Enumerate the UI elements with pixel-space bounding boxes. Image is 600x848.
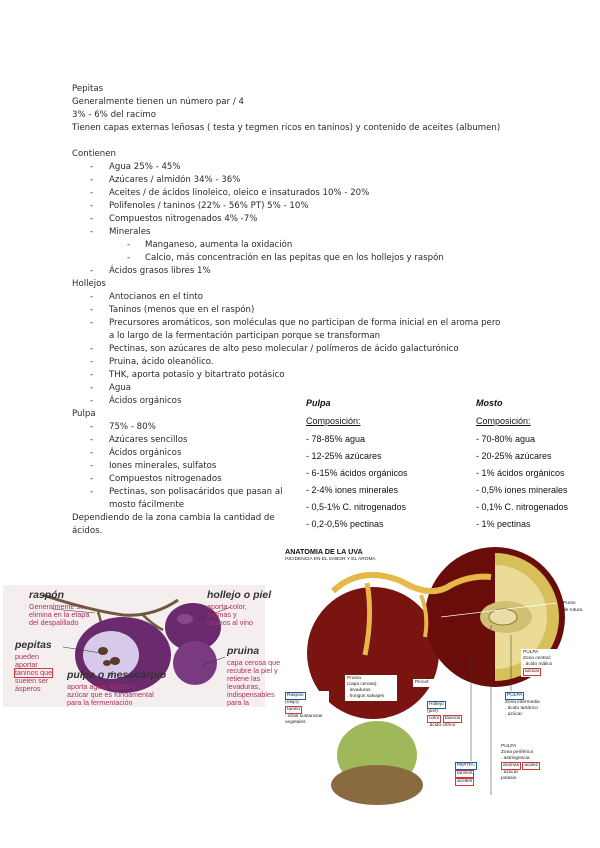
hollejos-item: Agua [109, 383, 132, 393]
comparison-mosto-title: Mosto [476, 398, 503, 408]
hollejos-item-continuation: a lo largo de la fermentación participan porque se transforman [109, 331, 381, 341]
pulpa-footer: ácidos. [72, 526, 103, 536]
hollejo-box-line: (piel): [427, 709, 439, 714]
pruina-box-line: . levaduras [347, 688, 371, 693]
pulpa-central-line: azúcar [525, 669, 540, 674]
comparison-mosto-row: - 1% ácidos orgánicos [476, 468, 565, 478]
pulpa-intermedia-line: PULPA [507, 693, 523, 698]
comparison-mosto-row: - 0,1% C. nitrogenados [476, 502, 569, 512]
hollejo-label: hollejo o piel [207, 589, 272, 601]
pepitas-title: Pepitas [72, 84, 104, 94]
pulpa-central-box [521, 649, 569, 677]
anatomy-title: ANATOMIA DE LA UVA [285, 547, 363, 556]
pruina-box [345, 675, 397, 701]
punto-label: de rotura [563, 608, 583, 613]
comparison-mosto-row: - 20-25% azúcares [476, 451, 552, 461]
comparison-pulpa-row: - 2-4% iones minerales [306, 485, 399, 495]
pepitas-caption: ásperos [15, 684, 41, 693]
bullet-dash: - [90, 487, 94, 497]
sub-bullet-dash: - [127, 240, 131, 250]
minerales-subitem: Manganeso, aumenta la oxidación [145, 240, 293, 250]
pepitas-item: Agua 25% - 45% [109, 162, 181, 172]
pulpa-periferica-line: . azúcar [501, 770, 519, 775]
bullet-dash: - [90, 188, 94, 198]
hollejo-box-line: . ácido cítrico [427, 723, 456, 728]
pepitas-label: pepitas [15, 639, 52, 651]
pepitas-item: Azúcares / almidón 34% - 36% [109, 175, 241, 185]
pepitas-line: 3% - 6% del racimo [72, 110, 156, 120]
raspon-caption: Generalmente se [29, 602, 85, 611]
comparison-pulpa-row: - 12-25% azúcares [306, 451, 382, 461]
bullet-dash: - [90, 214, 94, 224]
pruina-caption: para la [227, 698, 249, 707]
pepitas-item: Compuestos nitrogenados 4% -7% [109, 214, 258, 224]
hollejo-caption: taninos al vino [207, 618, 253, 627]
bullet-dash: - [90, 318, 94, 328]
comparison-pulpa-row: - 78-85% agua [306, 434, 366, 444]
bullet-dash: - [90, 305, 94, 315]
bullet-dash: - [90, 383, 94, 393]
pruina-caption: levaduras, [227, 682, 261, 691]
bullet-dash: - [90, 162, 94, 172]
pulpa-periferica-line: Zona periférica [501, 750, 533, 755]
pruina-box-line: (capa cerosa): [347, 682, 378, 687]
comparison-pulpa-row: - 0,2-0,5% pectinas [306, 519, 384, 529]
hollejos-title: Hollejos [72, 279, 106, 289]
hollejos-item: Antocianos en el tinto [109, 292, 203, 302]
bullet-dash: - [90, 292, 94, 302]
pepitas-line: Generalmente tienen un número par / 4 [72, 97, 244, 107]
bullet-dash: - [90, 396, 94, 406]
raspon-caption: del despalillado [29, 618, 79, 627]
bullet-dash: - [90, 448, 94, 458]
pincel-label: Pincel: [415, 680, 430, 685]
raspon-caption: elimina en la etapa [29, 610, 90, 619]
hollejo-box-line: color [429, 716, 440, 721]
pruina-label: pruina [227, 645, 260, 657]
hollejos-item: Pruina, ácido oleanólico. [109, 357, 214, 367]
raspon-box-line: vegetales [285, 720, 306, 725]
pepitas-item: Polifenoles / taninos (22% - 56% PT) 5% - 10% [109, 201, 309, 211]
comparison-mosto-row: - 70-80% agua [476, 434, 536, 444]
comparison-pulpa-heading: Composición: [306, 416, 361, 426]
pruina-caption: recubre la piel y [227, 666, 278, 675]
comparison-mosto-row: - 0,5% iones minerales [476, 485, 568, 495]
punto-label: Punto [563, 601, 576, 606]
pepitas-caption: pueden [15, 652, 39, 661]
pulpa-caption: azúcar que es fundamental [67, 690, 154, 699]
pruina-caption: retiene las [227, 674, 261, 683]
pulpa-intermedia-line: . azúcar [505, 712, 523, 717]
hollejos-item: Pectinas, son azúcares de alto peso molecular / polímeros de ácido galacturónico [109, 344, 459, 354]
pepitas-caption: taninos que [15, 668, 53, 677]
pruina-caption: capa cerosa que [227, 658, 281, 667]
pepita-box-line: aceites [457, 779, 473, 784]
pepitas-caption: aportar [15, 660, 38, 669]
hollejos-item: Precursores aromáticos, son moléculas que no participan de forma inicial en el aroma pero [109, 318, 501, 328]
pruina-box-line: Pruina [347, 676, 361, 681]
hollejos-item: Ácidos orgánicos [109, 396, 182, 406]
pulpa-item: Ácidos orgánicos [109, 448, 182, 458]
pulpa-item: Azúcares sencillos [109, 435, 188, 445]
pulpa-periferica-line: potasio [501, 776, 517, 781]
pepita-box [453, 761, 487, 787]
comparison-pulpa-title: Pulpa [306, 398, 331, 408]
pulpa-intermedia-line: . ácido tartárico [505, 706, 538, 711]
pepita-box-title: PEPITA: [457, 763, 476, 768]
bullet-dash: - [90, 370, 94, 380]
pulpa-caption: para la fermentación [67, 698, 133, 707]
anatomy-subtitle: INCIDENCIA EN EL SABOR Y EL AROMA [285, 557, 376, 562]
pulpa-caption: aporta agua, ácidos y [67, 682, 136, 691]
pulpa-item: Iones minerales, sulfatos [109, 461, 217, 471]
pulpa-periferica-line: . astringencia [501, 756, 530, 761]
pulpa-label: pulpa o mesocarpio [67, 669, 167, 681]
comparison-mosto-row: - 1% pectinas [476, 519, 531, 529]
pepitas-item: Aceites / de ácidos linoleico, oleico e insaturados 10% - 20% [109, 188, 370, 198]
comparison-pulpa-row: - 0,5-1% C. nitrogenados [306, 502, 407, 512]
comparison-pulpa-row: - 6-15% ácidos orgánicos [306, 468, 408, 478]
bullet-dash: - [90, 474, 94, 484]
hollejos-item: THK, aporta potasio y bitartrato potásico [109, 370, 285, 380]
pulpa-periferica-box [499, 743, 553, 783]
pepitas-item: Ácidos grasos libres 1% [109, 266, 211, 276]
hollejo-box-title: Hollejo [429, 702, 444, 707]
pulpa-central-line: Zona central: [523, 656, 551, 661]
pulpa-periferica-line: aromas [503, 763, 519, 768]
raspon-box-line: . otras sustancias [285, 714, 323, 719]
hollejos-item: Taninos (menos que en el raspón) [109, 305, 255, 315]
pruina-box-line: . hongos salvajes [347, 694, 385, 699]
raspon-box-line: tanino [287, 707, 301, 712]
bullet-dash: - [90, 461, 94, 471]
raspon-label: raspón [29, 589, 65, 601]
comparison-mosto-heading: Composición: [476, 416, 531, 426]
bullet-dash: - [90, 201, 94, 211]
bullet-dash: - [90, 175, 94, 185]
pulpa-intermedia-line: Zona intermedia [505, 700, 540, 705]
pulpa-central-line: . ácido málico [523, 662, 553, 667]
anatomy-diagram [281, 545, 597, 807]
bullet-dash: - [90, 344, 94, 354]
bullet-dash: - [90, 227, 94, 237]
pulpa-item: Pectinas, son polisacáridos que pasan al [109, 487, 283, 497]
minerales-subitem: Calcio, más concentración en las pepitas que en los hollejos y raspón [145, 253, 444, 263]
hollejo-box [425, 700, 469, 730]
pulpa-title: Pulpa [72, 409, 96, 419]
pulpa-central-line: PULPA [523, 650, 539, 655]
pulpa-periferica-line: PULPA [501, 744, 517, 749]
hollejo-caption: aromas y [207, 610, 237, 619]
pepitas-item: Minerales [109, 227, 151, 237]
hollejo-caption: aporta color, [207, 602, 247, 611]
hollejo-box-line: taninos [444, 716, 461, 721]
sub-bullet-dash: - [127, 253, 131, 263]
pulpa-footer: Dependiendo de la zona cambia la cantidad de [72, 513, 275, 523]
pincel-box [413, 679, 447, 687]
bullet-dash: - [90, 266, 94, 276]
pulpa-item: Compuestos nitrogenados [109, 474, 222, 484]
pepitas-line: Tienen capas externas leñosas ( testa y tegmen ricos en taninos) y contenido de aceites (albumen) [72, 123, 501, 133]
pulpa-periferica-line: acidez [524, 763, 539, 768]
raspon-box-title: Raspón [287, 693, 304, 698]
pulpa-item-continuation: mosto fácilmente [109, 500, 185, 510]
pulpa-intermedia-box [503, 691, 557, 719]
bullet-dash: - [90, 422, 94, 432]
pepitas-caption: suelen ser [15, 676, 49, 685]
raspon-box-line: (rasjo): [285, 700, 300, 705]
bullet-dash: - [90, 357, 94, 367]
raspon-box [283, 691, 329, 727]
grape-illustration [3, 585, 281, 707]
pulpa-item: 75% - 80% [109, 422, 156, 432]
pepita-box-line: taninos [457, 771, 473, 776]
pruina-caption: indispensables [227, 690, 275, 699]
contienen-heading: Contienen [72, 149, 116, 159]
bullet-dash: - [90, 435, 94, 445]
